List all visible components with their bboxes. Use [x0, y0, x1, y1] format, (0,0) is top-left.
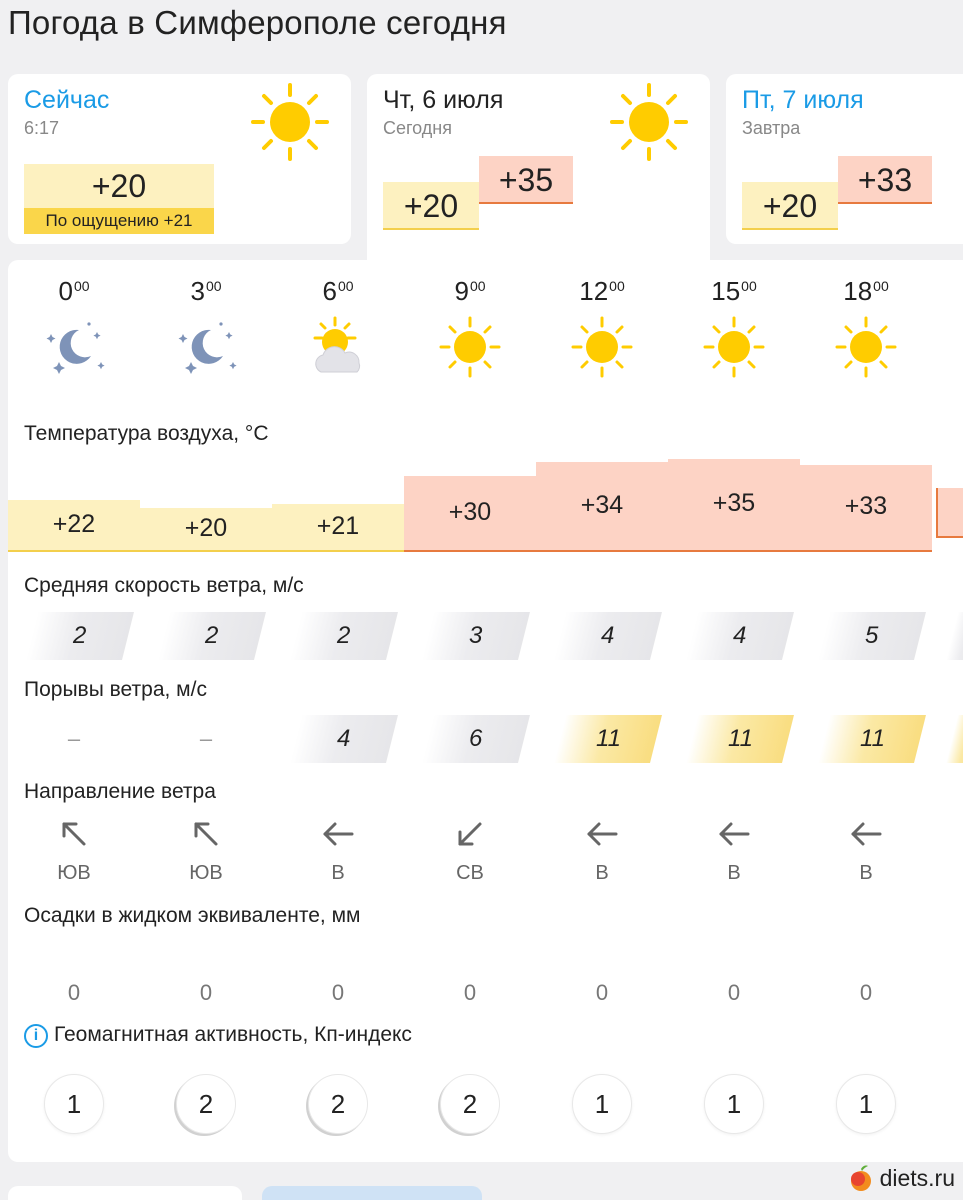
gust-pill [422, 715, 530, 763]
sun-icon [800, 312, 932, 382]
hour-value: 0 [58, 276, 73, 306]
temp-cell: +20 [140, 508, 272, 552]
gust-value: 6 [469, 725, 483, 752]
gust-value: 11 [859, 725, 885, 752]
watermark-text: diets.ru [879, 1164, 955, 1191]
hour-label [800, 276, 932, 307]
gust-value: 11 [595, 725, 621, 752]
tomorrow-sub: Завтра [742, 118, 801, 138]
wind-direction-label: В [727, 862, 741, 884]
arrow-left-icon [800, 818, 932, 854]
temp-cell: +30 [404, 476, 536, 552]
temp-cell: +22 [8, 500, 140, 552]
today-label: Чт, 6 июля [383, 86, 504, 114]
precip-value: 0 [67, 980, 81, 1005]
now-temperature: +20 [24, 164, 214, 208]
hour-value: 3 [190, 276, 205, 306]
hour-minutes: 00 [873, 278, 889, 294]
gust-pill [818, 715, 926, 763]
hour-label [536, 276, 668, 307]
wind-speed-pill [422, 612, 530, 660]
hour-minutes: 00 [73, 278, 90, 294]
temp-cell: +34 [536, 462, 668, 552]
gust-empty: – [199, 726, 213, 751]
page-title: Погода в Симферополе сегодня [8, 4, 507, 41]
wind-speed-value: 2 [337, 622, 351, 649]
hour-value: 12 [579, 276, 609, 306]
wind-section-label: Средняя скорость ветра, м/с [24, 574, 304, 597]
precip-value: 0 [199, 980, 213, 1005]
info-icon[interactable]: i [24, 1024, 48, 1048]
kp-index-circle: 1 [836, 1074, 896, 1134]
gust-empty: – [67, 726, 81, 751]
today-min-temp: +20 [383, 182, 479, 230]
hour-minutes: 00 [205, 278, 222, 294]
wind-direction-label: В [859, 862, 873, 884]
hour-label [140, 276, 272, 307]
now-time: 6:17 [24, 118, 60, 138]
hour-value: 15 [711, 276, 741, 306]
kp-index-circle: 1 [704, 1074, 764, 1134]
tomorrow-label: Пт, 7 июля [742, 86, 864, 114]
gust-pill [554, 715, 662, 763]
gust-value: 4 [337, 725, 351, 752]
sun-icon [668, 312, 800, 382]
hour-minutes: 00 [469, 278, 486, 294]
kp-index-circle: 2 [440, 1074, 500, 1134]
hour-value: 6 [322, 276, 337, 306]
apple-logo-icon [848, 1164, 874, 1192]
kp-index-circle: 1 [44, 1074, 104, 1134]
hour-label [668, 276, 800, 307]
wind-direction-label: В [331, 862, 345, 884]
wind-speed-pill [158, 612, 266, 660]
night-stars-icon [140, 312, 272, 382]
wind-direction-label: ЮВ [189, 862, 223, 884]
wind-speed-pill [290, 612, 398, 660]
precip-value: 0 [727, 980, 741, 1005]
bottom-tab-left[interactable] [8, 1186, 242, 1200]
today-card[interactable] [367, 74, 710, 274]
precip-value: 0 [595, 980, 609, 1005]
wind-speed-pill [26, 612, 134, 660]
kp-index-circle: 2 [308, 1074, 368, 1134]
kp-index-circle: 1 [572, 1074, 632, 1134]
temp-cell: +35 [668, 459, 800, 552]
kp-section-label: Геомагнитная активность, Кп-индекс [54, 1023, 412, 1046]
sun-icon [609, 82, 689, 162]
arrow-left-icon [272, 818, 404, 854]
temp-cell: +21 [272, 504, 404, 552]
wind-speed-value: 5 [865, 622, 879, 649]
wind-speed-value: 4 [601, 622, 615, 649]
precip-section-label: Осадки в жидком эквиваленте, мм [24, 904, 361, 927]
wind-speed-value: 2 [205, 622, 219, 649]
wind-speed-value: 2 [73, 622, 87, 649]
temp-section-label: Температура воздуха, °С [24, 422, 269, 445]
wind-speed-value: 4 [733, 622, 747, 649]
tomorrow-min-temp: +20 [742, 182, 838, 230]
sun-cloud-icon [272, 312, 404, 382]
now-label: Сейчас [24, 86, 110, 114]
hour-label [272, 276, 404, 307]
hour-label [404, 276, 536, 307]
hour-minutes: 00 [609, 278, 625, 294]
direction-section-label: Направление ветра [24, 780, 216, 803]
wind-direction-label: В [595, 862, 609, 884]
arrow-down-left-icon [404, 818, 536, 854]
wind-speed-value: 3 [469, 622, 483, 649]
today-max-temp: +35 [479, 156, 573, 204]
sun-icon [250, 82, 330, 162]
night-stars-icon [8, 312, 140, 382]
wind-direction-label: СВ [456, 862, 484, 884]
kp-index-circle: 2 [176, 1074, 236, 1134]
gust-pill [686, 715, 794, 763]
arrow-up-left-icon [8, 818, 140, 854]
sun-icon [536, 312, 668, 382]
precip-value: 0 [859, 980, 873, 1005]
tomorrow-max-temp: +33 [838, 156, 932, 204]
today-sub: Сегодня [383, 118, 452, 138]
precip-value: 0 [463, 980, 477, 1005]
hour-value: 9 [454, 276, 469, 306]
arrow-up-left-icon [140, 818, 272, 854]
arrow-left-icon [668, 818, 800, 854]
hour-value: 18 [843, 276, 873, 306]
hour-label [8, 276, 140, 307]
temp-cell: +33 [800, 465, 932, 552]
arrow-left-icon [536, 818, 668, 854]
sun-icon [404, 312, 536, 382]
wind-speed-pill [686, 612, 794, 660]
wind-speed-pill [554, 612, 662, 660]
tomorrow-card[interactable] [726, 74, 963, 244]
temp-cell-next [936, 488, 963, 538]
gust-value: 11 [727, 725, 753, 752]
bottom-tab-right[interactable] [262, 1186, 482, 1200]
hour-minutes: 00 [337, 278, 354, 294]
precip-value: 0 [331, 980, 345, 1005]
feels-like: По ощущению +21 [24, 208, 214, 234]
wind-direction-label: ЮВ [57, 862, 91, 884]
hour-minutes: 00 [741, 278, 757, 294]
now-card[interactable] [8, 74, 351, 244]
gust-pill [290, 715, 398, 763]
watermark [848, 1164, 955, 1192]
gust-section-label: Порывы ветра, м/с [24, 678, 207, 701]
wind-speed-pill [818, 612, 926, 660]
